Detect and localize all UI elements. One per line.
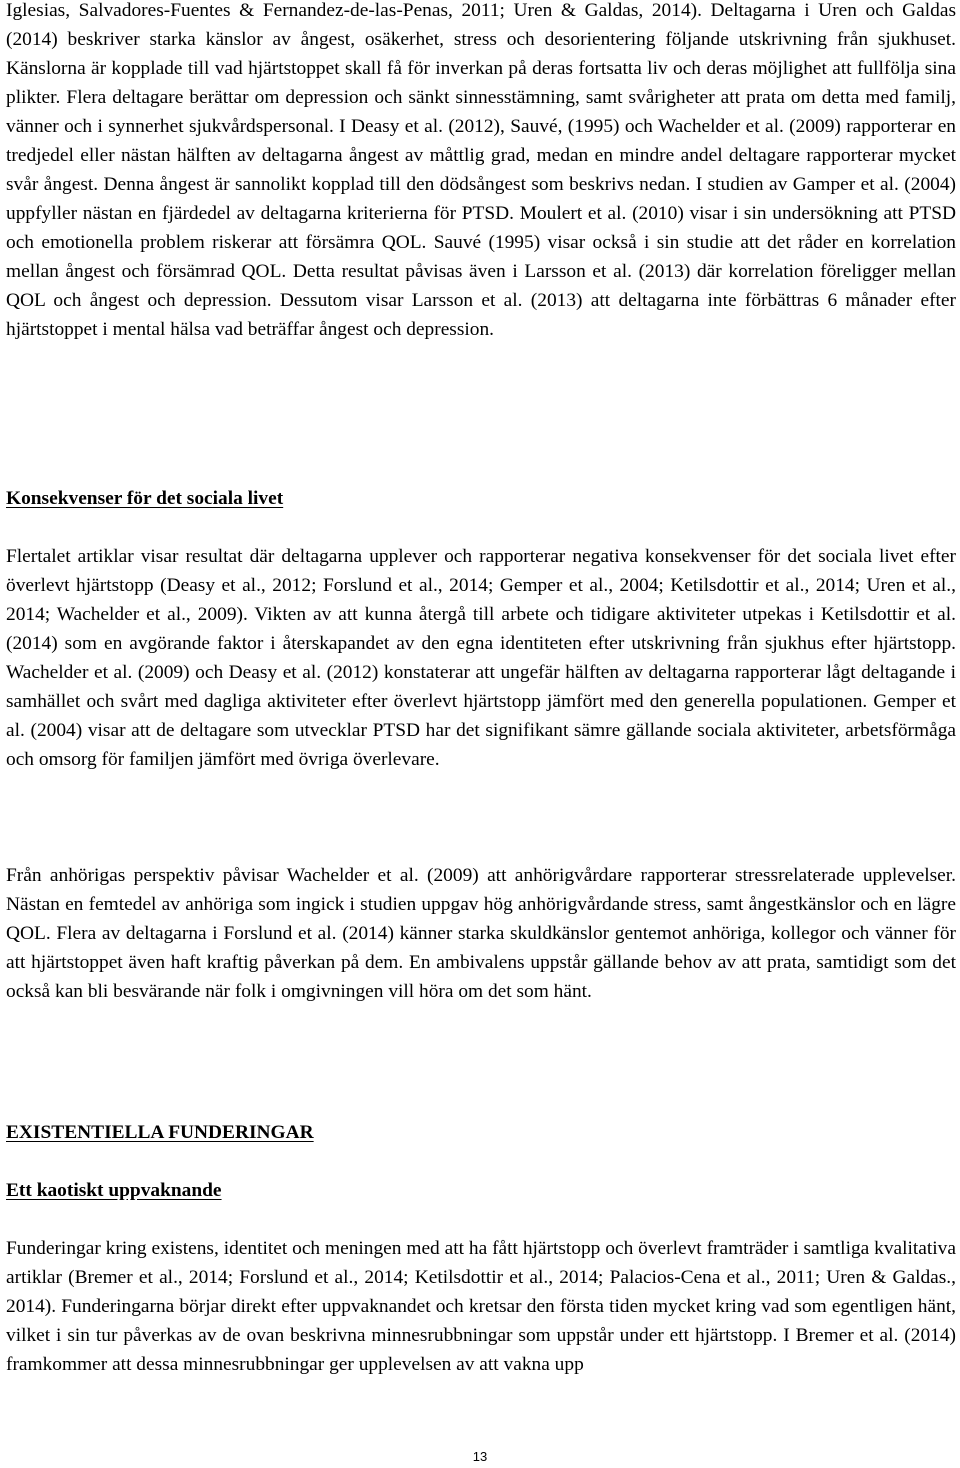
subheading-chaotic-awakening: Ett kaotiskt uppvaknande	[6, 1180, 222, 1201]
paragraph-relatives-perspective: Från anhörigas perspektiv påvisar Wachelder et al. (2009) att anhörigvårdare rapporterar stressrelaterade upplevelser. Nästan en femtedel av anhöriga som ingick i studien uppgav hög anhörigvårdande stress, samt ångestkänslor och en lägre QOL. Flera av deltagarna i Forslund et al. (2014) känner starka skuldkänslor gentemot anhöriga, kollegor och vänner för att hjärtstoppet även haft kraftig påverkan på dem. En ambivalens uppstår gällande behov av att prata, samtidigt som det också kan bli besvärande när folk i omgivningen vill höra om det som hänt.	[6, 865, 956, 1002]
paragraph-social-consequences: Flertalet artiklar visar resultat där deltagarna upplever och rapporterar negativa konsekvenser för det sociala livet efter överlevt hjärtstopp (Deasy et al., 2012; Forslund et al., 2014; Gemper et al., 2004; Ketilsdottir et al., 2014; Uren et al., 2014; Wachelder et al., 2009). Vikten av att kunna återgå till arbete och tidigare aktiviteter utpekas i Ketilsdottir et al. (2014) som en avgörande faktor i återskapandet av den egna identiteten efter utskrivning från sjukhus efter hjärtstopp. Wachelder et al. (2009) och Deasy et al. (2012) konstaterar att ungefär hälften av deltagarna rapporterar lågt deltagande i samhället och svårt med dagliga aktiviteter efter överlevt hjärtstopp jämfört med den generella populationen. Gemper et al. (2004) visar att de deltagare som utvecklar PTSD har det signifikant sämre gällande sociala aktiviteter, arbetsförmåga och omsorg för familjen jämfört med övriga överlevare.	[6, 546, 956, 770]
section-heading-social-life: Konsekvenser för det sociala livet	[6, 488, 284, 509]
page-number: 13	[472, 1449, 488, 1464]
paragraph-anxiety-continuation: Iglesias, Salvadores-Fuentes & Fernandez-de-las-Penas, 2011; Uren & Galdas, 2014). Deltagarna i Uren och Galdas (2014) beskriver starka känslor av ångest, osäkerhet, stress och desorientering följande utskrivning från sjukhuset. Känslorna är kopplade till vad hjärtstoppet skall få för inverkan på deras fortsatta liv och deras möjlighet att fullfölja sina plikter. Flera deltagare berättar om depression och sänkt sinnesstämning, samt svårigheter att prata om detta med familj, vänner och i synnerhet sjukvårdspersonal. I Deasy et al. (2012), Sauvé, (1995) och Wachelder et al. (2009) rapporterar en tredjedel eller nästan hälften av deltagarna ångest av måttlig grad, medan en mindre andel deltagare rapporterar mycket svår ångest. Denna ångest är sannolikt kopplad till den dödsångest som beskrivs nedan. I studien av Gamper et al. (2004) uppfyller nästan en fjärdedel av deltagarna kriterierna för PTSD. Moulert et al. (2010) visar i sin undersökning att PTSD och emotionella problem riskerar att försämra QOL. Sauvé (1995) visar också i sin studie att det råder en korrelation mellan ångest och försämrad QOL. Detta resultat påvisas även i Larsson et al. (2013) där korrelation föreligger mellan QOL och ångest och depression. Dessutom visar Larsson et al. (2013) att deltagarna inte förbättras 6 månader efter hjärtstoppet i mental hälsa vad beträffar ångest och depression.	[6, 0, 956, 340]
section-heading-existential: EXISTENTIELLA FUNDERINGAR	[6, 1122, 314, 1143]
paragraph-existential-reflections: Funderingar kring existens, identitet och meningen med att ha fått hjärtstopp och överlevt framträder i samtliga kvalitativa artiklar (Bremer et al., 2014; Forslund et al., 2014; Ketilsdottir et al., 2014; Palacios-Cena et al., 2011; Uren & Galdas., 2014). Funderingarna börjar direkt efter uppvaknandet och kretsar den första tiden mycket kring vad som egentligen hänt, vilket i sin tur påverkas av de ovan beskrivna minnesrubbningar som uppstår under ett hjärtstopp. I Bremer et al. (2014) framkommer att dessa minnesrubbningar ger upplevelsen av att vakna upp	[6, 1238, 956, 1375]
